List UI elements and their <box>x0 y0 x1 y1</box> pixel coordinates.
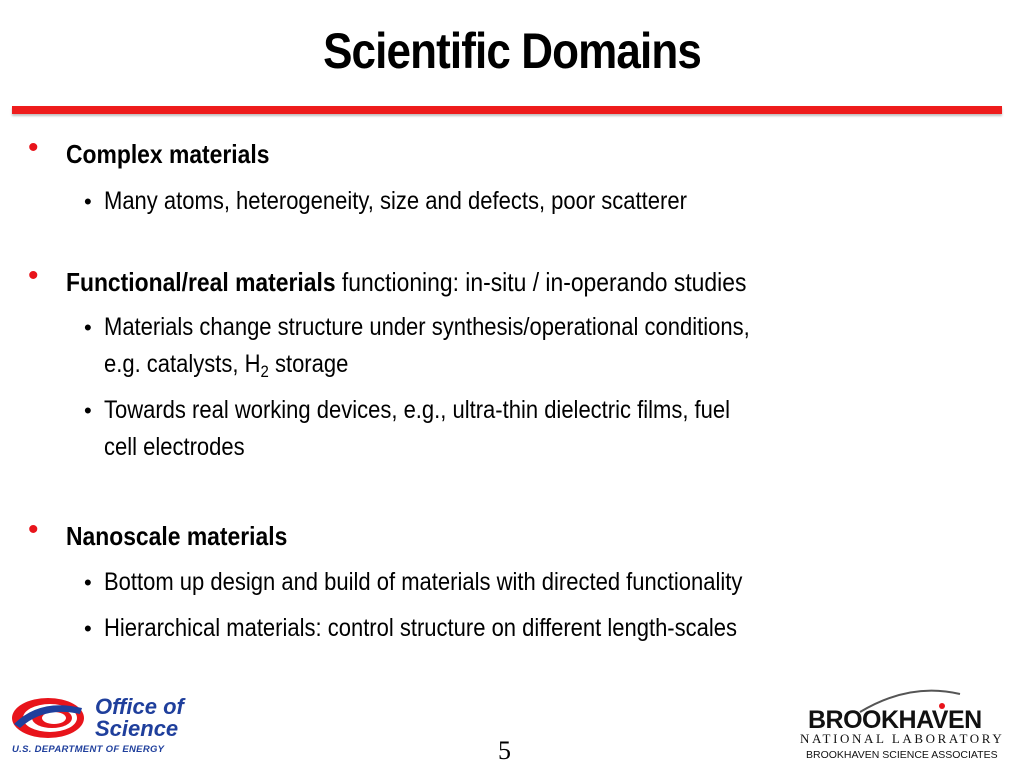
bullet-marker: • <box>84 616 92 641</box>
bullet-marker: • <box>84 570 92 595</box>
lab-associates: BROOKHAVEN SCIENCE ASSOCIATES <box>806 749 998 761</box>
bullet-marker: • <box>84 189 92 214</box>
section-heading: Complex materials <box>66 139 270 169</box>
sub-bullet-text-line2-rest: storage <box>268 350 349 378</box>
bullet-marker: • <box>84 398 92 423</box>
sub-bullet-text: Materials change structure under synthesis/operational conditions, <box>104 313 750 341</box>
sub-bullet-text: Towards real working devices, e.g., ultra-thin dielectric films, fuel <box>104 396 731 424</box>
sub-bullet-text: Hierarchical materials: control structure on different length-scales <box>104 614 737 642</box>
office-of-science-logo <box>10 694 210 760</box>
sub-bullet-text: Many atoms, heterogeneity, size and defects, poor scatterer <box>104 187 687 215</box>
doe-swirl-icon <box>10 694 90 742</box>
slide-title: Scientific Domains <box>323 23 701 79</box>
page-number: 5 <box>498 736 511 765</box>
section-heading: Functional/real materials <box>66 267 336 297</box>
brookhaven-logo <box>800 686 1015 766</box>
subscript: 2 <box>260 362 269 381</box>
section-heading: Nanoscale materials <box>66 521 288 551</box>
office-line1: Office of <box>95 694 184 719</box>
bullet-marker: • <box>28 131 39 164</box>
office-line2: Science <box>95 716 179 741</box>
bullet-marker: • <box>28 259 39 292</box>
doe-label: U.S. DEPARTMENT OF ENERGY <box>12 744 165 755</box>
sub-bullet-text-line2: cell electrodes <box>104 433 245 461</box>
bullet-marker: • <box>84 315 92 340</box>
bullet-marker: • <box>28 513 39 546</box>
section-heading-rest: functioning: in-situ / in-operando studies <box>335 267 747 297</box>
title-divider <box>12 106 1002 114</box>
lab-name: BROOKHAVEN <box>808 706 982 734</box>
sub-bullet-text-line2: e.g. catalysts, H <box>104 350 261 378</box>
lab-subtitle: NATIONAL LABORATORY <box>800 731 1005 746</box>
sub-bullet-text: Bottom up design and build of materials with directed functionality <box>104 568 743 596</box>
